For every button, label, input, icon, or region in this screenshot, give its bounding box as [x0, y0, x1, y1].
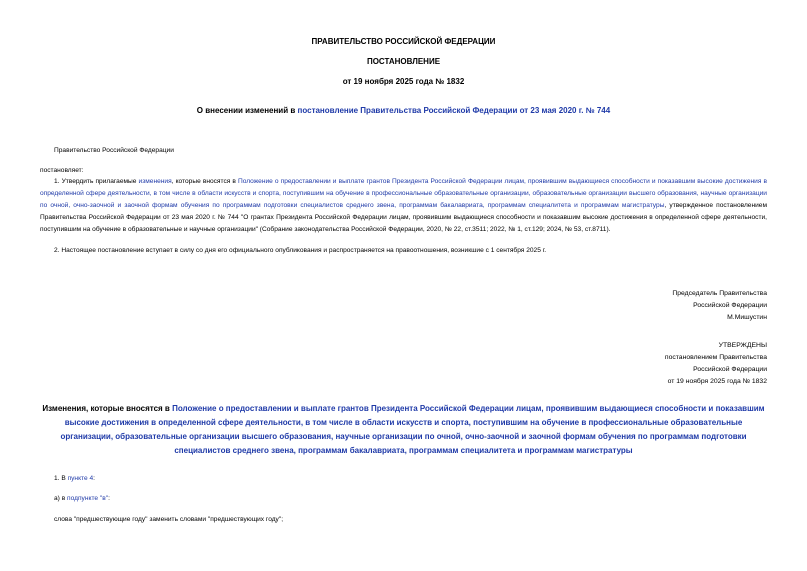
document-type: ПОСТАНОВЛЕНИЕ [366, 57, 441, 66]
decree-word: постановляет: [40, 167, 84, 174]
changes-title-link[interactable]: Положение о предоставлении и выплате грантов Президента Российской Федерации лицам, проявившим выдающиеся способности и показавшим высокие достижения в определенной сфере деятельности, в том числе в области искусств и спорта, поступившим на обучение в профессиональные образовательные организации, образовательные организации высшего образования, научные организации по очной, очно-заочной и заочной формам обучения по программам подготовки специалистов среднего звена, программам бакалавриата, программам специалитета и программам магистратуры [60, 404, 765, 455]
changea-prefix: а) в [54, 495, 68, 502]
item1-changes-link[interactable]: изменения [138, 178, 172, 185]
item1-mid: , которые вносятся в [171, 178, 238, 185]
change1-link[interactable]: пункте 4 [67, 475, 94, 482]
changea-suffix: : [108, 495, 110, 502]
approved-line2: постановлением Правительства [664, 354, 767, 361]
item1-regulation-link[interactable]: Положение о предоставлении и выплате грантов Президента Российской Федерации лицам, проявившим выдающиеся способности и показавшим высокие достижения в определенной сфере деятельности, в том числе в области искусств и спорта, поступившим на обучение в профессиональные образовательные организации, образовательные организации высшего образования, научные организации по очной, очно-заочной и заочной формам обучения по программам подготовки специалистов среднего звена, программам бакалавриата, программам специалитета и программам магистратуры [40, 178, 767, 209]
approved-block [665, 340, 767, 388]
item1-end: , утвержденное постановлением Правительства Российской Федерации от 23 мая 2020 г. № 744 "О грантах Президента Российской Федерации лицам, проявившим выдающиеся способности и показавшим высокие достижения в определенной сфере деятельности, поступившим на обучение в образовательные и научные организации" (Собрание законодательства Российской Федерации, 2020, № 22, ст.3511; 2022, № 1, ст.129; 2024, № 53, ст.8711). [40, 202, 767, 233]
change-item-1 [54, 473, 95, 485]
signature-line1: Председатель Правительства [672, 290, 767, 297]
title-prefix: О внесении изменений в [196, 106, 298, 115]
document-title [0, 106, 807, 115]
signature-block [672, 288, 767, 324]
signature-name: М.Мишустин [727, 314, 767, 321]
government-header: ПРАВИТЕЛЬСТВО РОССИЙСКОЙ ФЕДЕРАЦИИ [311, 37, 496, 46]
changes-title-prefix: Изменения, которые вносятся в [42, 404, 173, 413]
item1-start: 1. Утвердить прилагаемые [54, 178, 139, 185]
item-1 [40, 176, 767, 236]
signature-line2: Российской Федерации [693, 302, 767, 309]
changes-title [40, 402, 767, 458]
change1-prefix: 1. В [54, 475, 68, 482]
change1-suffix: : [93, 475, 95, 482]
document-date-number: от 19 ноября 2025 года № 1832 [342, 77, 465, 86]
change-item-a [54, 493, 110, 505]
approved-line3: Российской Федерации [693, 366, 767, 373]
intro-text: Правительство Российской Федерации [54, 147, 174, 154]
approved-line4: от 19 ноября 2025 года № 1832 [667, 378, 767, 385]
title-link[interactable]: постановление Правительства Российской Федерации от 23 мая 2020 г. № 744 [297, 106, 611, 115]
item-2: 2. Настоящее постановление вступает в силу со дня его официального опубликования и распространяется на правоотношения, возникшие с 1 сентября 2025 г. [54, 247, 547, 254]
change-words: слова "предшествующие году" заменить словами "предшествующих году"; [54, 516, 284, 523]
approved-line1: УТВЕРЖДЕНЫ [718, 342, 767, 349]
changea-link[interactable]: подпункте "в" [67, 495, 109, 502]
